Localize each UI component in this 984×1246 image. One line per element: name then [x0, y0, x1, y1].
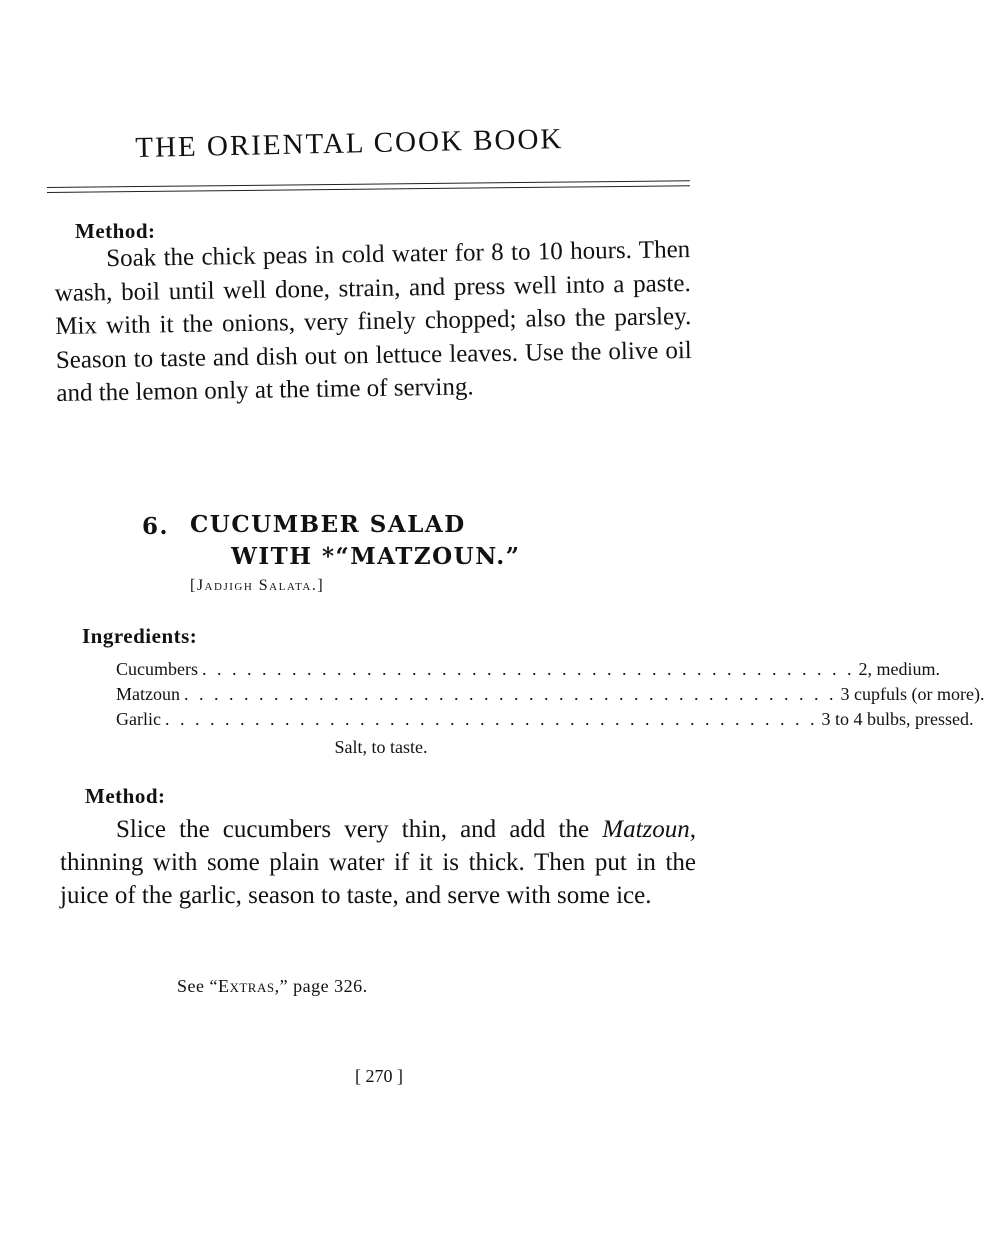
method-text: thinning with some plain water if it is thick. Then put in the juice of the garlic, season to taste, and serve with some ice.: [60, 849, 696, 909]
method-text: Slice the cucumbers very thin, and add the: [116, 816, 603, 843]
cross-reference-suffix: ” page 326.: [279, 976, 368, 996]
cross-reference-prefix: See “: [177, 976, 218, 996]
ingredient-name: Garlic: [116, 709, 161, 729]
ingredients-label: Ingredients:: [82, 624, 198, 648]
recipe-subtitle: [Jadjigh Salata.]: [190, 577, 325, 594]
leader-dots: . . . . . . . . . . . . . . . . . . . . . . . . . . . . . . . . . . . . . . . . . . . .: [164, 709, 818, 729]
ingredient-row: [116, 684, 984, 705]
method-label: Method:: [85, 784, 166, 808]
method-paragraph: Soak the chick peas in cold water for 8 to 10 hours. Then wash, boil until well done, strain, and press well into a paste. Mix with it the onions, very finely chopped; also the parsley. Season to taste and dish out on lettuce leaves. Use the olive oil and the lemon only at the time of serving.: [54, 236, 692, 407]
ingredient-row: [116, 659, 940, 680]
method-paragraph: [60, 813, 696, 912]
salt-line: Salt, to taste.: [334, 737, 428, 757]
cross-reference: [177, 976, 368, 997]
ingredient-name: Matzoun: [116, 684, 180, 704]
recipe-number: 6.: [142, 513, 170, 540]
running-head: THE ORIENTAL COOK BOOK: [135, 123, 564, 164]
recipe-title-line-1: CUCUMBER SALAD: [190, 511, 466, 538]
ingredient-name: Cucumbers: [116, 659, 198, 679]
ingredient-term: Matzoun,: [602, 816, 696, 843]
page-number: [ 270 ]: [355, 1066, 403, 1086]
method-label: Method:: [75, 219, 156, 243]
ingredient-row: [116, 709, 974, 730]
ingredient-quantity: 3 to 4 bulbs, pressed.: [821, 709, 974, 729]
recipe-title-line-2: WITH *“MATZOUN.”: [231, 543, 521, 570]
cross-reference-title: Extras,: [217, 976, 280, 996]
leader-dots: . . . . . . . . . . . . . . . . . . . . . . . . . . . . . . . . . . . . . . . . . . . .: [201, 659, 855, 679]
leader-dots: . . . . . . . . . . . . . . . . . . . . . . . . . . . . . . . . . . . . . . . . . . . .: [183, 684, 837, 704]
ingredient-quantity: 3 cupfuls (or more).: [840, 684, 984, 704]
ingredient-quantity: 2, medium.: [858, 659, 940, 679]
